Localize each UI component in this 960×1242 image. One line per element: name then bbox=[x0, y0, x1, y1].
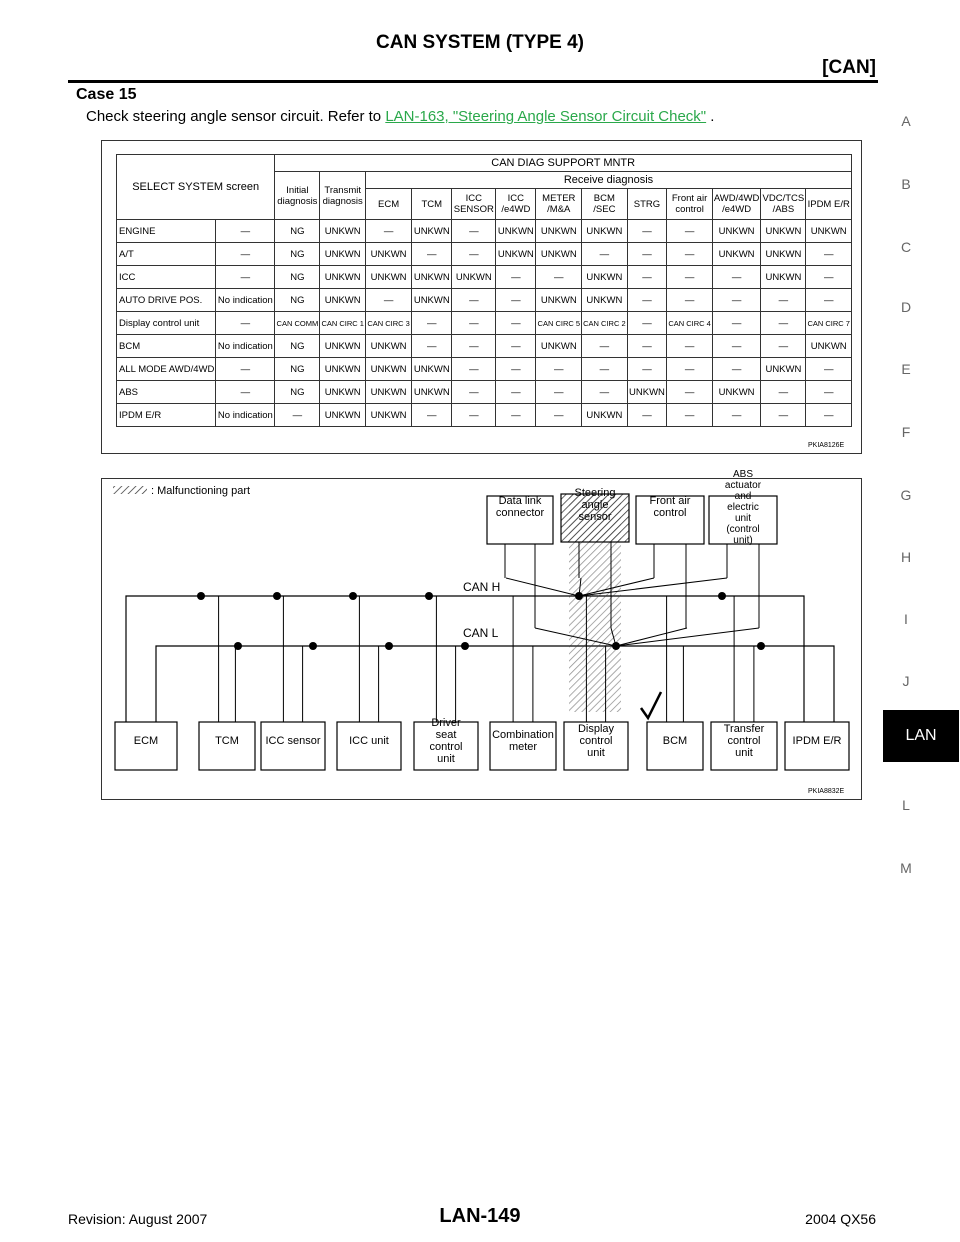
table-cell: No indication bbox=[216, 404, 275, 427]
can-h-label: CAN H bbox=[463, 580, 501, 594]
row-ecu-name: ABS bbox=[117, 381, 216, 404]
can-diagram bbox=[101, 469, 861, 800]
table-cell: UNKWN bbox=[536, 335, 582, 358]
row-ecu-name: ICC bbox=[117, 266, 216, 289]
receive-col-header: IPDM E/R bbox=[806, 189, 852, 220]
receive-col-header: ICC SENSOR bbox=[452, 189, 496, 220]
receive-header: Receive diagnosis bbox=[366, 172, 852, 189]
table-cell: — bbox=[452, 358, 496, 381]
check-mark-icon bbox=[641, 692, 661, 718]
table-cell: UNKWN bbox=[582, 404, 628, 427]
table-cell: NG bbox=[275, 243, 320, 266]
model-year: 2004 QX56 bbox=[805, 1211, 876, 1227]
col-initial: Initial diagnosis bbox=[275, 172, 320, 220]
can-l-bus-line bbox=[156, 646, 834, 722]
table-cell: — bbox=[667, 381, 713, 404]
row-ecu-name: ALL MODE AWD/4WD bbox=[117, 358, 216, 381]
table-cell: UNKWN bbox=[412, 220, 452, 243]
side-tab-j[interactable]: J bbox=[902, 673, 910, 689]
table-row bbox=[117, 243, 852, 266]
table-cell: — bbox=[452, 220, 496, 243]
table-cell: NG bbox=[275, 266, 320, 289]
legend-text: : Malfunctioning part bbox=[151, 485, 251, 497]
bottom-unit-label: ICC sensor bbox=[265, 735, 321, 747]
table-cell: UNKWN bbox=[712, 381, 761, 404]
table-cell: UNKWN bbox=[452, 266, 496, 289]
table-cell: — bbox=[216, 381, 275, 404]
bus-junction-dot bbox=[385, 642, 393, 650]
table-cell: — bbox=[452, 243, 496, 266]
table-cell: — bbox=[667, 335, 713, 358]
table-cell: — bbox=[806, 289, 852, 312]
table-cell: UNKWN bbox=[320, 335, 366, 358]
table-cell: — bbox=[366, 289, 412, 312]
row-ecu-name: ENGINE bbox=[117, 220, 216, 243]
table-cell: — bbox=[496, 312, 536, 335]
side-tab-c[interactable]: C bbox=[900, 239, 912, 255]
receive-col-header: TCM bbox=[412, 189, 452, 220]
top-unit-label: Data link connector bbox=[495, 495, 545, 519]
receive-col-header: STRG bbox=[627, 189, 667, 220]
table-cell: — bbox=[627, 220, 667, 243]
table-cell: — bbox=[582, 243, 628, 266]
table-cell: — bbox=[366, 220, 412, 243]
table-cell: — bbox=[627, 266, 667, 289]
table-cell: UNKWN bbox=[761, 358, 806, 381]
bottom-unit-label: BCM bbox=[662, 735, 688, 747]
table-cell: UNKWN bbox=[806, 220, 852, 243]
table-cell: — bbox=[216, 243, 275, 266]
table-cell: — bbox=[806, 358, 852, 381]
table-cell: — bbox=[761, 289, 806, 312]
table-cell: — bbox=[452, 381, 496, 404]
bottom-unit-label: Transfer control unit bbox=[723, 723, 765, 759]
receive-col-header: ICC /e4WD bbox=[496, 189, 536, 220]
table-cell: — bbox=[627, 335, 667, 358]
receive-col-header: AWD/4WD /e4WD bbox=[712, 189, 761, 220]
table-cell: No indication bbox=[216, 289, 275, 312]
side-tab-m[interactable]: M bbox=[900, 860, 912, 876]
table-cell: — bbox=[412, 404, 452, 427]
table-cell: — bbox=[582, 358, 628, 381]
table-cell: — bbox=[667, 404, 713, 427]
header-rule bbox=[68, 80, 878, 83]
table-cell: — bbox=[496, 381, 536, 404]
table-cell: UNKWN bbox=[712, 220, 761, 243]
top-unit-label: Steering angle sensor bbox=[574, 487, 616, 523]
table-cell: — bbox=[536, 404, 582, 427]
bus-tap-line bbox=[616, 628, 759, 646]
side-tab-f[interactable]: F bbox=[901, 424, 911, 440]
table-cell: UNKWN bbox=[712, 243, 761, 266]
can-h-bus-line bbox=[126, 596, 804, 722]
table-cell: — bbox=[712, 404, 761, 427]
table-cell: UNKWN bbox=[366, 381, 412, 404]
bus-tap-line bbox=[506, 578, 579, 596]
table-cell: — bbox=[761, 404, 806, 427]
table-cell: — bbox=[496, 266, 536, 289]
diagram-figure-id: PKIA8832E bbox=[808, 788, 845, 795]
intro-end: . bbox=[710, 108, 715, 125]
table-cell: UNKWN bbox=[582, 220, 628, 243]
bus-junction-dot bbox=[197, 592, 205, 600]
receive-col-header: BCM /SEC bbox=[582, 189, 628, 220]
table-cell: NG bbox=[275, 289, 320, 312]
table-cell: UNKWN bbox=[366, 404, 412, 427]
table-cell: CAN COMM bbox=[275, 312, 320, 335]
table-cell: — bbox=[536, 381, 582, 404]
receive-col-header: VDC/TCS /ABS bbox=[761, 189, 806, 220]
table-cell: — bbox=[275, 404, 320, 427]
table-cell: — bbox=[761, 335, 806, 358]
table-cell: — bbox=[496, 335, 536, 358]
side-tab-g[interactable]: G bbox=[900, 487, 912, 503]
table-row bbox=[117, 289, 852, 312]
table-cell: — bbox=[667, 220, 713, 243]
table-cell: CAN CIRC 1 bbox=[320, 312, 366, 335]
table-cell: UNKWN bbox=[320, 381, 366, 404]
table-row bbox=[117, 335, 852, 358]
page-title: CAN SYSTEM (TYPE 4) bbox=[376, 32, 584, 53]
table-row bbox=[117, 404, 852, 427]
table-cell: NG bbox=[275, 220, 320, 243]
table-cell: — bbox=[761, 312, 806, 335]
table-cell: UNKWN bbox=[536, 243, 582, 266]
table-cell: — bbox=[712, 358, 761, 381]
revision-date: Revision: August 2007 bbox=[68, 1211, 208, 1227]
side-tab-i[interactable]: I bbox=[904, 611, 908, 627]
table-cell: UNKWN bbox=[320, 243, 366, 266]
bottom-unit-label: Combination meter bbox=[492, 729, 554, 753]
bottom-unit-label: Driver seat control unit bbox=[429, 717, 463, 765]
table-top-header: CAN DIAG SUPPORT MNTR bbox=[275, 155, 852, 172]
bottom-unit-label: Display control unit bbox=[577, 723, 615, 759]
table-cell: — bbox=[667, 243, 713, 266]
table-cell: UNKWN bbox=[412, 358, 452, 381]
table-cell: — bbox=[627, 404, 667, 427]
table-cell: — bbox=[806, 243, 852, 266]
table-cell: NG bbox=[275, 358, 320, 381]
table-cell: — bbox=[452, 335, 496, 358]
table-cell: — bbox=[452, 312, 496, 335]
table-cell: — bbox=[216, 312, 275, 335]
table-cell: — bbox=[627, 358, 667, 381]
case-heading: Case 15 bbox=[76, 86, 137, 103]
table-row bbox=[117, 220, 852, 243]
table-cell: — bbox=[496, 289, 536, 312]
table-cell: UNKWN bbox=[761, 220, 806, 243]
table-cell: — bbox=[496, 358, 536, 381]
table-row bbox=[117, 266, 852, 289]
bus-junction-dot bbox=[349, 592, 357, 600]
can-l-label: CAN L bbox=[463, 626, 499, 640]
table-cell: — bbox=[627, 289, 667, 312]
page-number: LAN-149 bbox=[439, 1205, 521, 1227]
bus-junction-dot bbox=[461, 642, 469, 650]
table-cell: — bbox=[667, 358, 713, 381]
receive-col-header: ECM bbox=[366, 189, 412, 220]
reference-link[interactable]: LAN-163, "Steering Angle Sensor Circuit Check" bbox=[385, 108, 707, 125]
table-cell: UNKWN bbox=[320, 404, 366, 427]
table-cell: — bbox=[712, 312, 761, 335]
table-row bbox=[117, 381, 852, 404]
table-cell: — bbox=[806, 266, 852, 289]
table-cell: — bbox=[536, 266, 582, 289]
table-cell: UNKWN bbox=[412, 266, 452, 289]
table-cell: — bbox=[412, 335, 452, 358]
bus-junction-dot bbox=[612, 642, 620, 650]
bus-junction-dot bbox=[309, 642, 317, 650]
table-cell: UNKWN bbox=[536, 220, 582, 243]
table-cell: — bbox=[452, 404, 496, 427]
bottom-unit-label: ECM bbox=[133, 735, 159, 747]
bottom-unit-label: ICC unit bbox=[349, 735, 389, 747]
side-tab-b[interactable]: B bbox=[901, 176, 911, 192]
bus-junction-dot bbox=[718, 592, 726, 600]
table-cell: — bbox=[712, 289, 761, 312]
bus-junction-dot bbox=[273, 592, 281, 600]
table-cell: CAN CIRC 5 bbox=[536, 312, 582, 335]
table-row bbox=[117, 358, 852, 381]
table-cell: — bbox=[582, 381, 628, 404]
table-corner: SELECT SYSTEM screen bbox=[117, 155, 275, 220]
row-ecu-name: Display control unit bbox=[117, 312, 216, 335]
table-cell: — bbox=[667, 266, 713, 289]
table-cell: UNKWN bbox=[366, 335, 412, 358]
side-tab-d[interactable]: D bbox=[900, 299, 912, 315]
top-unit-label: ABS actuator and electric unit (control unit) bbox=[724, 469, 762, 546]
table-cell: — bbox=[712, 266, 761, 289]
can-diag-table bbox=[116, 154, 852, 427]
row-ecu-name: IPDM E/R bbox=[117, 404, 216, 427]
table-cell: CAN CIRC 7 bbox=[806, 312, 852, 335]
table-cell: — bbox=[582, 335, 628, 358]
side-tab-l[interactable]: L bbox=[902, 797, 910, 813]
table-cell: — bbox=[536, 358, 582, 381]
table-cell: CAN CIRC 3 bbox=[366, 312, 412, 335]
top-unit-label: Front air control bbox=[649, 495, 691, 519]
table-cell: UNKWN bbox=[320, 289, 366, 312]
col-transmit: Transmit diagnosis bbox=[320, 172, 366, 220]
table-cell: — bbox=[806, 381, 852, 404]
bus-junction-dot bbox=[757, 642, 765, 650]
table-cell: UNKWN bbox=[366, 266, 412, 289]
table-cell: NG bbox=[275, 335, 320, 358]
bus-junction-dot bbox=[234, 642, 242, 650]
table-cell: UNKWN bbox=[761, 243, 806, 266]
side-tab-h[interactable]: H bbox=[900, 549, 912, 565]
table-cell: UNKWN bbox=[582, 289, 628, 312]
bus-tap-line bbox=[616, 628, 687, 646]
table-cell: — bbox=[627, 243, 667, 266]
table-cell: — bbox=[806, 404, 852, 427]
bus-junction-dot bbox=[575, 592, 583, 600]
intro-text: Check steering angle sensor circuit. Refer to bbox=[86, 108, 382, 125]
table-cell: UNKWN bbox=[412, 381, 452, 404]
side-tab-a[interactable]: A bbox=[901, 113, 911, 129]
bottom-unit-label: TCM bbox=[215, 735, 239, 747]
table-cell: — bbox=[216, 358, 275, 381]
side-tab-lan-active[interactable]: LAN bbox=[883, 710, 959, 762]
table-cell: UNKWN bbox=[496, 220, 536, 243]
table-cell: UNKWN bbox=[320, 220, 366, 243]
table-cell: — bbox=[712, 335, 761, 358]
row-ecu-name: AUTO DRIVE POS. bbox=[117, 289, 216, 312]
table-cell: UNKWN bbox=[761, 266, 806, 289]
table-cell: UNKWN bbox=[496, 243, 536, 266]
receive-col-header: METER /M&A bbox=[536, 189, 582, 220]
table-cell: UNKWN bbox=[412, 289, 452, 312]
table-cell: NG bbox=[275, 381, 320, 404]
row-ecu-name: A/T bbox=[117, 243, 216, 266]
bus-junction-dot bbox=[425, 592, 433, 600]
intro-paragraph bbox=[86, 108, 714, 125]
table-cell: — bbox=[412, 243, 452, 266]
table-cell: CAN CIRC 4 bbox=[667, 312, 713, 335]
table-cell: UNKWN bbox=[366, 358, 412, 381]
table-cell: — bbox=[412, 312, 452, 335]
table-cell: UNKWN bbox=[320, 358, 366, 381]
table-cell: UNKWN bbox=[366, 243, 412, 266]
table-cell: UNKWN bbox=[582, 266, 628, 289]
table-cell: — bbox=[761, 381, 806, 404]
table-cell: CAN CIRC 2 bbox=[582, 312, 628, 335]
row-ecu-name: BCM bbox=[117, 335, 216, 358]
bottom-unit-label: IPDM E/R bbox=[792, 735, 842, 747]
table-cell: — bbox=[496, 404, 536, 427]
table-cell: — bbox=[667, 289, 713, 312]
table-cell: — bbox=[627, 312, 667, 335]
table-cell: UNKWN bbox=[806, 335, 852, 358]
table-cell: — bbox=[452, 289, 496, 312]
receive-col-header: Front air control bbox=[667, 189, 713, 220]
table-cell: UNKWN bbox=[627, 381, 667, 404]
table-cell: — bbox=[216, 266, 275, 289]
table-cell: UNKWN bbox=[536, 289, 582, 312]
side-tab-e[interactable]: E bbox=[901, 361, 911, 377]
legend-hatch-sample bbox=[113, 486, 147, 494]
table-cell: No indication bbox=[216, 335, 275, 358]
table-row bbox=[117, 312, 852, 335]
section-label: [CAN] bbox=[822, 57, 876, 78]
table-figure-id: PKIA8126E bbox=[808, 442, 845, 449]
table-cell: UNKWN bbox=[320, 266, 366, 289]
table-cell: — bbox=[216, 220, 275, 243]
